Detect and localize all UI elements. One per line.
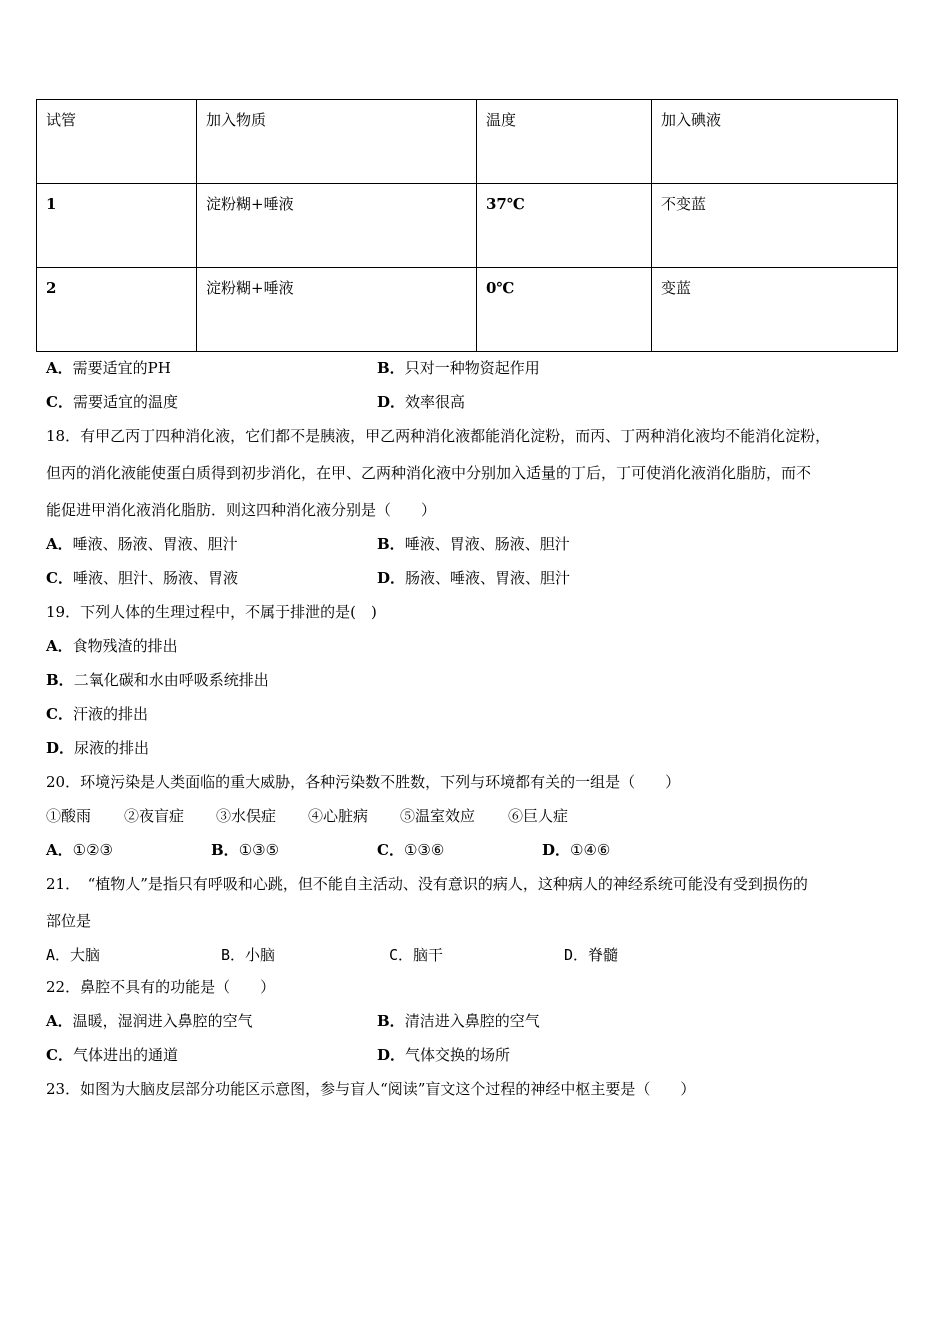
option-label: C．: [46, 393, 73, 411]
q18-stem-line-1: 18．有甲乙丙丁四种消化液，它们都不是胰液，甲乙两种消化液都能消化淀粉，而丙、丁两种消化液均不能消化淀粉，: [46, 427, 831, 445]
q22-stem: 22．鼻腔不具有的功能是（ ）: [46, 978, 276, 996]
option-text: 食物残渣的排出: [72, 637, 178, 655]
q22-option-a: [46, 1010, 253, 1032]
q17-option-c: [46, 391, 178, 413]
option-label: B．: [211, 841, 239, 859]
option-text: 肠液、唾液、胃液、胆汁: [405, 569, 571, 587]
q21-option-a: [46, 944, 100, 966]
q17-option-b: [377, 357, 540, 379]
option-label: C．: [377, 841, 404, 859]
table-row: [37, 268, 898, 352]
q17-option-d: [377, 391, 465, 413]
option-text: 小脑: [245, 946, 276, 964]
option-label: B．: [377, 359, 405, 377]
table-header-cell: 试管: [37, 100, 197, 184]
option-text: 需要适宜的PH: [72, 359, 171, 377]
option-label: D．: [377, 393, 406, 411]
option-text: 尿液的排出: [74, 739, 150, 757]
q22-option-b: [377, 1010, 540, 1032]
option-text: 脑干: [413, 946, 444, 964]
q19-stem: 19．下列人体的生理过程中，不属于排泄的是( ): [46, 603, 377, 621]
q20-item: ⑥巨人症: [508, 807, 569, 825]
table-header-cell: 温度: [477, 100, 652, 184]
experiment-table: [36, 99, 898, 352]
option-text: ①③⑤: [238, 841, 280, 859]
q18-stem-line-3: 能促进甲消化液消化脂肪．则这四种消化液分别是（ ）: [46, 501, 437, 519]
option-text: 温暖，湿润进入鼻腔的空气: [72, 1012, 253, 1030]
q21-option-d: [564, 944, 618, 966]
option-label: D．: [542, 841, 571, 859]
q18-option-d: [377, 567, 570, 589]
table-cell: 37℃: [477, 184, 652, 268]
q20-option-b: [211, 839, 279, 861]
q20-option-c: [377, 839, 444, 861]
q17-option-a: [46, 357, 171, 379]
option-label: B．: [377, 1012, 405, 1030]
option-text: 大脑: [70, 946, 101, 964]
q20-option-d: [542, 839, 610, 861]
option-text: 气体交换的场所: [405, 1046, 511, 1064]
q23-stem: 23．如图为大脑皮层部分功能区示意图，参与盲人“阅读”盲文这个过程的神经中枢主要是（ ）: [46, 1080, 696, 1098]
option-text: ①③⑥: [403, 841, 445, 859]
q22-option-c: [46, 1044, 178, 1066]
option-text: 效率很高: [405, 393, 466, 411]
option-text: 需要适宜的温度: [72, 393, 178, 411]
q21-option-b: [221, 944, 275, 966]
q18-stem-line-2: 但丙的消化液能使蛋白质得到初步消化，在甲、乙两种消化液中分别加入适量的丁后，丁可使消化液消化脂肪，而不: [46, 464, 812, 482]
q20-item: ①酸雨: [46, 807, 92, 825]
q21-option-c: [389, 944, 443, 966]
table-cell: 淀粉糊+唾液: [197, 184, 477, 268]
option-label: A．: [46, 946, 71, 964]
q20-option-a: [46, 839, 113, 861]
option-text: 只对一种物资起作用: [404, 359, 540, 377]
q20-item: ④心脏病: [308, 807, 369, 825]
option-label: A．: [46, 1012, 73, 1030]
q19-option-d: [46, 737, 149, 759]
q19-option-c: [46, 703, 148, 725]
option-label: D．: [377, 1046, 406, 1064]
q22-option-d: [377, 1044, 510, 1066]
table-row: [37, 184, 898, 268]
table-header-cell: 加入碘液: [652, 100, 898, 184]
option-text: 清洁进入鼻腔的空气: [404, 1012, 540, 1030]
option-text: 汗液的排出: [72, 705, 148, 723]
option-text: ①②③: [72, 841, 113, 859]
option-text: 二氧化碳和水由呼吸系统排出: [73, 671, 269, 689]
option-label: D．: [377, 569, 406, 587]
option-label: B．: [377, 535, 405, 553]
option-label: C．: [389, 946, 414, 964]
option-text: 气体进出的通道: [72, 1046, 178, 1064]
q18-option-a: [46, 533, 238, 555]
table-cell: 变蓝: [652, 268, 898, 352]
table-header-cell: 加入物质: [197, 100, 477, 184]
table-cell: 淀粉糊+唾液: [197, 268, 477, 352]
q20-item: ②夜盲症: [124, 807, 185, 825]
table-cell: 2: [37, 268, 197, 352]
q18-option-c: [46, 567, 238, 589]
q20-item: ⑤温室效应: [400, 807, 476, 825]
option-label: C．: [46, 1046, 73, 1064]
option-text: ①④⑥: [570, 841, 611, 859]
q19-option-a: [46, 635, 178, 657]
table-header-row: [37, 100, 898, 184]
q20-item: ③水俣症: [216, 807, 277, 825]
option-label: A．: [46, 535, 73, 553]
option-label: D．: [564, 946, 589, 964]
option-label: A．: [46, 359, 73, 377]
q18-option-b: [377, 533, 570, 555]
option-label: D．: [46, 739, 75, 757]
table-cell: 不变蓝: [652, 184, 898, 268]
option-label: A．: [46, 841, 73, 859]
q20-stem: 20．环境污染是人类面临的重大威胁，各种污染数不胜数，下列与环境都有关的一组是（ ）: [46, 773, 681, 791]
q21-stem-line-2: 部位是: [46, 912, 92, 930]
q19-option-b: [46, 669, 269, 691]
option-text: 唾液、胃液、肠液、胆汁: [404, 535, 570, 553]
option-text: 脊髓: [588, 946, 619, 964]
option-label: B．: [221, 946, 246, 964]
table-cell: 0℃: [477, 268, 652, 352]
option-label: C．: [46, 569, 73, 587]
option-text: 唾液、胆汁、肠液、胃液: [72, 569, 238, 587]
table-cell: 1: [37, 184, 197, 268]
option-label: B．: [46, 671, 74, 689]
option-text: 唾液、肠液、胃液、胆汁: [72, 535, 238, 553]
option-label: A．: [46, 637, 73, 655]
q21-stem-line-1: 21． “植物人”是指只有呼吸和心跳，但不能自主活动、没有意识的病人，这种病人的神经系统可能没有受到损伤的: [46, 875, 808, 893]
option-label: C．: [46, 705, 73, 723]
